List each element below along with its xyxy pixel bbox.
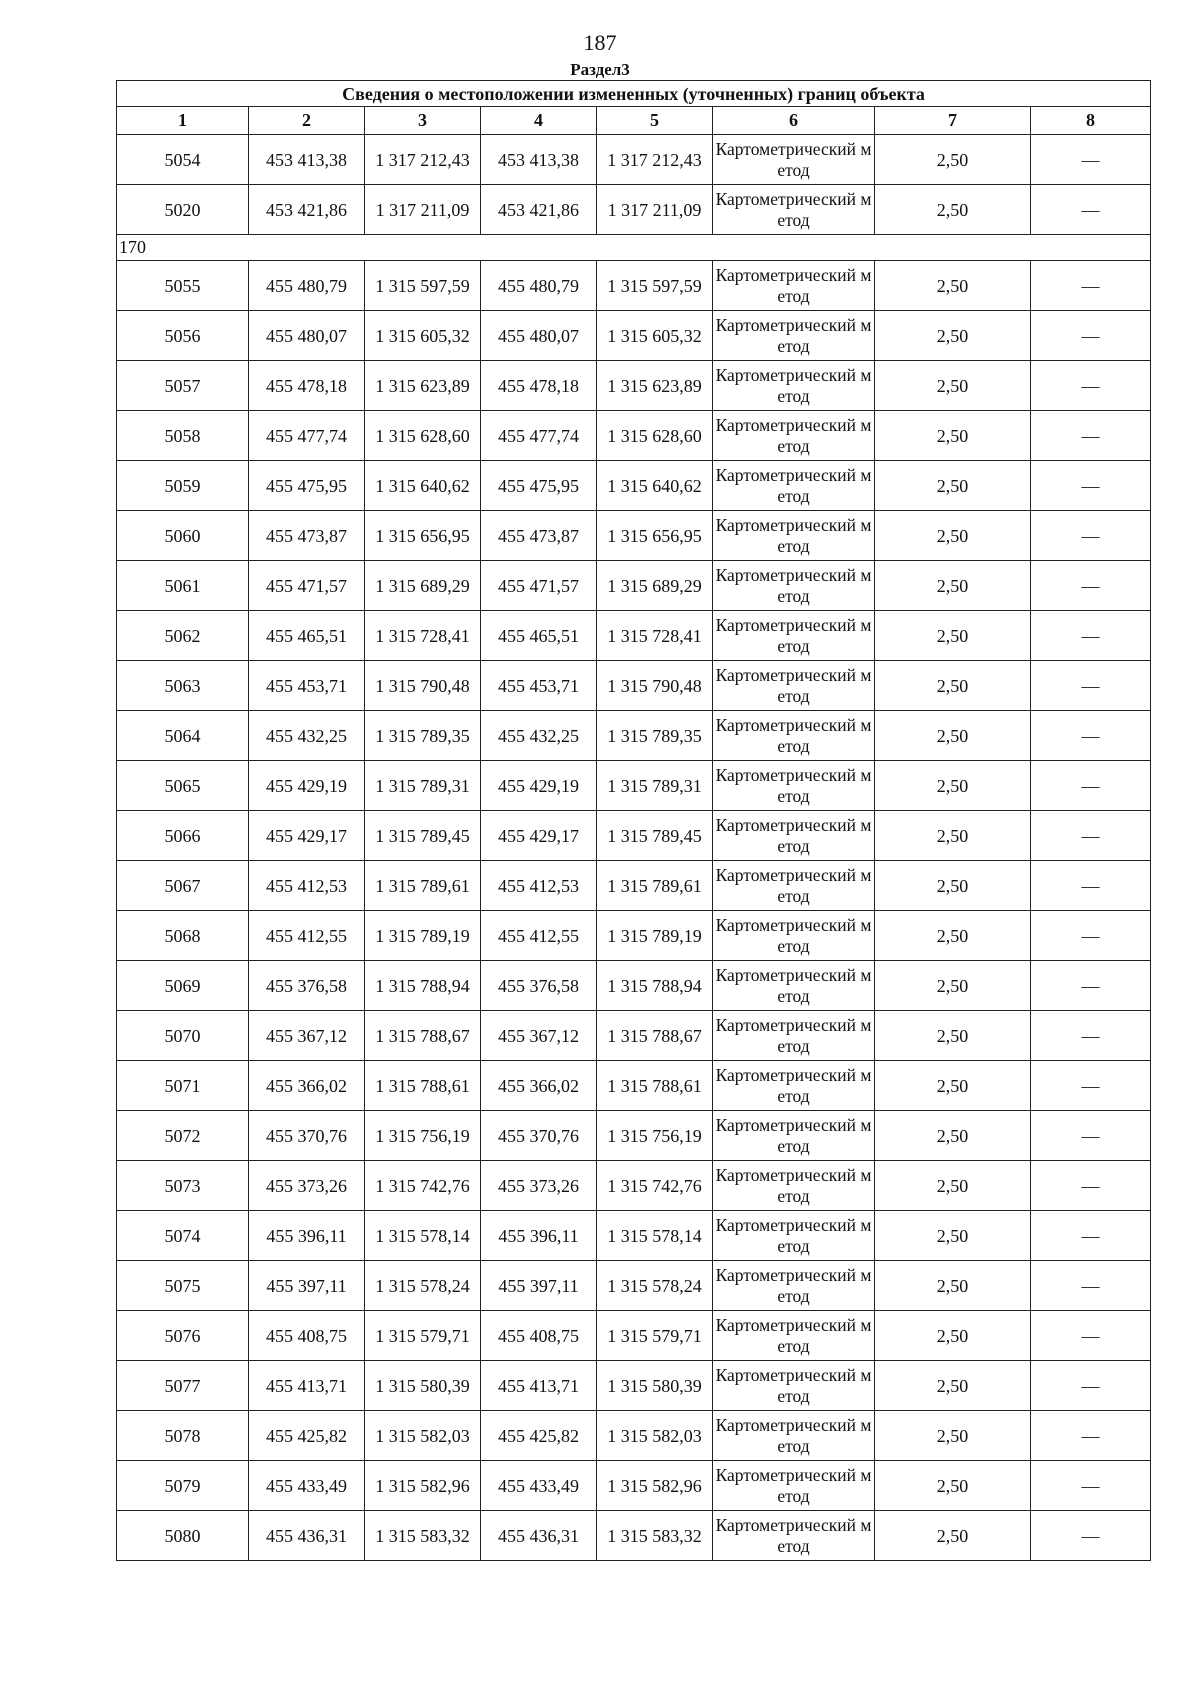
x-new-cell: 455 480,07: [481, 311, 597, 361]
description-cell: —: [1031, 861, 1151, 911]
description-cell: —: [1031, 661, 1151, 711]
x-existing-cell: 455 413,71: [249, 1361, 365, 1411]
method-cell: Картометрический метод: [713, 185, 875, 235]
table-row: [117, 461, 1151, 511]
method-cell: Картометрический метод: [713, 311, 875, 361]
y-new-cell: 1 317 212,43: [597, 135, 713, 185]
y-new-cell: 1 315 605,32: [597, 311, 713, 361]
x-new-cell: 455 397,11: [481, 1261, 597, 1311]
point-number-cell: 5067: [117, 861, 249, 911]
x-new-cell: 453 413,38: [481, 135, 597, 185]
y-new-cell: 1 315 582,03: [597, 1411, 713, 1461]
table-row: [117, 811, 1151, 861]
y-new-cell: 1 315 789,19: [597, 911, 713, 961]
point-number-cell: 5074: [117, 1211, 249, 1261]
y-new-cell: 1 315 623,89: [597, 361, 713, 411]
x-new-cell: 455 432,25: [481, 711, 597, 761]
point-number-cell: 5057: [117, 361, 249, 411]
accuracy-cell: 2,50: [875, 761, 1031, 811]
description-cell: —: [1031, 1411, 1151, 1461]
x-new-cell: 455 480,79: [481, 261, 597, 311]
description-cell: —: [1031, 1211, 1151, 1261]
point-number-cell: 5075: [117, 1261, 249, 1311]
y-existing-cell: 1 315 689,29: [365, 561, 481, 611]
method-cell: Картометрический метод: [713, 711, 875, 761]
description-cell: —: [1031, 1061, 1151, 1111]
coordinates-table: [116, 80, 1151, 1561]
y-new-cell: 1 315 789,45: [597, 811, 713, 861]
x-new-cell: 455 465,51: [481, 611, 597, 661]
method-cell: Картометрический метод: [713, 261, 875, 311]
y-existing-cell: 1 315 623,89: [365, 361, 481, 411]
x-new-cell: 455 412,55: [481, 911, 597, 961]
method-cell: Картометрический метод: [713, 361, 875, 411]
x-existing-cell: 455 480,07: [249, 311, 365, 361]
x-existing-cell: 455 376,58: [249, 961, 365, 1011]
y-existing-cell: 1 315 790,48: [365, 661, 481, 711]
accuracy-cell: 2,50: [875, 1411, 1031, 1461]
x-new-cell: 455 429,19: [481, 761, 597, 811]
point-number-cell: 5064: [117, 711, 249, 761]
description-cell: —: [1031, 1361, 1151, 1411]
x-existing-cell: 455 412,53: [249, 861, 365, 911]
accuracy-cell: 2,50: [875, 1111, 1031, 1161]
method-cell: Картометрический метод: [713, 761, 875, 811]
x-existing-cell: 455 370,76: [249, 1111, 365, 1161]
x-new-cell: 455 413,71: [481, 1361, 597, 1411]
y-existing-cell: 1 315 789,31: [365, 761, 481, 811]
column-header-row: [117, 107, 1151, 135]
y-existing-cell: 1 315 597,59: [365, 261, 481, 311]
x-existing-cell: 455 429,17: [249, 811, 365, 861]
x-new-cell: 455 366,02: [481, 1061, 597, 1111]
y-new-cell: 1 315 656,95: [597, 511, 713, 561]
accuracy-cell: 2,50: [875, 1161, 1031, 1211]
accuracy-cell: 2,50: [875, 135, 1031, 185]
method-cell: Картометрический метод: [713, 961, 875, 1011]
table-row: [117, 1111, 1151, 1161]
table-body: [117, 135, 1151, 1561]
y-existing-cell: 1 315 656,95: [365, 511, 481, 561]
y-new-cell: 1 315 597,59: [597, 261, 713, 311]
table-head: [117, 81, 1151, 135]
method-cell: Картометрический метод: [713, 811, 875, 861]
x-new-cell: 455 478,18: [481, 361, 597, 411]
y-existing-cell: 1 315 578,14: [365, 1211, 481, 1261]
accuracy-cell: 2,50: [875, 961, 1031, 1011]
point-number-cell: 5076: [117, 1311, 249, 1361]
point-number-cell: 5058: [117, 411, 249, 461]
point-number-cell: 5063: [117, 661, 249, 711]
y-new-cell: 1 315 788,61: [597, 1061, 713, 1111]
description-cell: —: [1031, 761, 1151, 811]
column-header: 4: [481, 107, 597, 135]
y-existing-cell: 1 315 580,39: [365, 1361, 481, 1411]
description-cell: —: [1031, 1511, 1151, 1561]
accuracy-cell: 2,50: [875, 611, 1031, 661]
column-header: 3: [365, 107, 481, 135]
y-existing-cell: 1 315 628,60: [365, 411, 481, 461]
x-new-cell: 455 425,82: [481, 1411, 597, 1461]
method-cell: Картометрический метод: [713, 1111, 875, 1161]
description-cell: —: [1031, 135, 1151, 185]
x-existing-cell: 453 413,38: [249, 135, 365, 185]
table-row: [117, 1061, 1151, 1111]
y-existing-cell: 1 317 212,43: [365, 135, 481, 185]
point-number-cell: 5068: [117, 911, 249, 961]
y-new-cell: 1 315 789,31: [597, 761, 713, 811]
method-cell: Картометрический метод: [713, 861, 875, 911]
section-title: Раздел3: [570, 60, 630, 79]
description-cell: —: [1031, 361, 1151, 411]
description-cell: —: [1031, 1111, 1151, 1161]
point-number-cell: 5059: [117, 461, 249, 511]
point-number-cell: 5055: [117, 261, 249, 311]
x-new-cell: 455 396,11: [481, 1211, 597, 1261]
y-existing-cell: 1 315 742,76: [365, 1161, 481, 1211]
table-row: [117, 261, 1151, 311]
y-existing-cell: 1 315 789,61: [365, 861, 481, 911]
x-existing-cell: 455 433,49: [249, 1461, 365, 1511]
y-new-cell: 1 315 579,71: [597, 1311, 713, 1361]
table-row: [117, 511, 1151, 561]
accuracy-cell: 2,50: [875, 1061, 1031, 1111]
accuracy-cell: 2,50: [875, 185, 1031, 235]
accuracy-cell: 2,50: [875, 811, 1031, 861]
x-existing-cell: 455 425,82: [249, 1411, 365, 1461]
point-number-cell: 5071: [117, 1061, 249, 1111]
table-row: [117, 311, 1151, 361]
method-cell: Картометрический метод: [713, 511, 875, 561]
table-row: [117, 861, 1151, 911]
accuracy-cell: 2,50: [875, 711, 1031, 761]
table-row: [117, 135, 1151, 185]
table-row: [117, 411, 1151, 461]
accuracy-cell: 2,50: [875, 561, 1031, 611]
x-new-cell: 455 373,26: [481, 1161, 597, 1211]
table-row: [117, 1011, 1151, 1061]
accuracy-cell: 2,50: [875, 911, 1031, 961]
table-row: [117, 1361, 1151, 1411]
accuracy-cell: 2,50: [875, 411, 1031, 461]
method-cell: Картометрический метод: [713, 911, 875, 961]
point-number-cell: 5060: [117, 511, 249, 561]
table-row: [117, 1311, 1151, 1361]
accuracy-cell: 2,50: [875, 311, 1031, 361]
x-new-cell: 455 473,87: [481, 511, 597, 561]
x-existing-cell: 455 465,51: [249, 611, 365, 661]
column-header: 8: [1031, 107, 1151, 135]
y-existing-cell: 1 315 788,67: [365, 1011, 481, 1061]
y-new-cell: 1 315 628,60: [597, 411, 713, 461]
point-number-cell: 5080: [117, 1511, 249, 1561]
method-cell: Картометрический метод: [713, 611, 875, 661]
accuracy-cell: 2,50: [875, 461, 1031, 511]
x-existing-cell: 455 432,25: [249, 711, 365, 761]
method-cell: Картометрический метод: [713, 1211, 875, 1261]
table-row: [117, 1161, 1151, 1211]
table-row: [117, 1411, 1151, 1461]
accuracy-cell: 2,50: [875, 511, 1031, 561]
y-existing-cell: 1 315 582,03: [365, 1411, 481, 1461]
x-new-cell: 455 471,57: [481, 561, 597, 611]
method-cell: Картометрический метод: [713, 1411, 875, 1461]
y-new-cell: 1 317 211,09: [597, 185, 713, 235]
description-cell: —: [1031, 261, 1151, 311]
table-row: [117, 1461, 1151, 1511]
x-existing-cell: 455 367,12: [249, 1011, 365, 1061]
table-caption-row: [117, 81, 1151, 107]
y-new-cell: 1 315 756,19: [597, 1111, 713, 1161]
table-row: [117, 1261, 1151, 1311]
table-row: [117, 561, 1151, 611]
accuracy-cell: 2,50: [875, 1261, 1031, 1311]
accuracy-cell: 2,50: [875, 361, 1031, 411]
x-existing-cell: 455 478,18: [249, 361, 365, 411]
table-row: [117, 361, 1151, 411]
point-number-cell: 5070: [117, 1011, 249, 1061]
x-new-cell: 455 408,75: [481, 1311, 597, 1361]
y-new-cell: 1 315 640,62: [597, 461, 713, 511]
y-new-cell: 1 315 583,32: [597, 1511, 713, 1561]
x-existing-cell: 455 477,74: [249, 411, 365, 461]
accuracy-cell: 2,50: [875, 1361, 1031, 1411]
y-new-cell: 1 315 790,48: [597, 661, 713, 711]
description-cell: —: [1031, 311, 1151, 361]
x-existing-cell: 455 408,75: [249, 1311, 365, 1361]
y-existing-cell: 1 315 789,19: [365, 911, 481, 961]
description-cell: —: [1031, 561, 1151, 611]
x-new-cell: 455 367,12: [481, 1011, 597, 1061]
method-cell: Картометрический метод: [713, 661, 875, 711]
table-row: [117, 1511, 1151, 1561]
x-existing-cell: 455 397,11: [249, 1261, 365, 1311]
x-existing-cell: 455 480,79: [249, 261, 365, 311]
column-header: 2: [249, 107, 365, 135]
y-new-cell: 1 315 789,35: [597, 711, 713, 761]
method-cell: Картометрический метод: [713, 1061, 875, 1111]
accuracy-cell: 2,50: [875, 1011, 1031, 1061]
column-header: 7: [875, 107, 1031, 135]
description-cell: —: [1031, 611, 1151, 661]
table-row: [117, 961, 1151, 1011]
y-new-cell: 1 315 742,76: [597, 1161, 713, 1211]
x-existing-cell: 455 429,19: [249, 761, 365, 811]
x-existing-cell: 455 373,26: [249, 1161, 365, 1211]
x-new-cell: 455 412,53: [481, 861, 597, 911]
point-number-cell: 5072: [117, 1111, 249, 1161]
description-cell: —: [1031, 511, 1151, 561]
y-existing-cell: 1 315 582,96: [365, 1461, 481, 1511]
y-existing-cell: 1 317 211,09: [365, 185, 481, 235]
point-number-cell: 5062: [117, 611, 249, 661]
method-cell: Картометрический метод: [713, 1161, 875, 1211]
point-number-cell: 5078: [117, 1411, 249, 1461]
description-cell: —: [1031, 711, 1151, 761]
y-new-cell: 1 315 578,24: [597, 1261, 713, 1311]
y-existing-cell: 1 315 583,32: [365, 1511, 481, 1561]
table-row: [117, 711, 1151, 761]
x-existing-cell: 455 436,31: [249, 1511, 365, 1561]
description-cell: —: [1031, 961, 1151, 1011]
y-new-cell: 1 315 580,39: [597, 1361, 713, 1411]
x-existing-cell: 453 421,86: [249, 185, 365, 235]
x-existing-cell: 455 453,71: [249, 661, 365, 711]
x-new-cell: 453 421,86: [481, 185, 597, 235]
description-cell: —: [1031, 411, 1151, 461]
y-existing-cell: 1 315 789,45: [365, 811, 481, 861]
page-number: 187: [583, 30, 617, 55]
method-cell: Картометрический метод: [713, 1311, 875, 1361]
y-new-cell: 1 315 578,14: [597, 1211, 713, 1261]
method-cell: Картометрический метод: [713, 1011, 875, 1061]
y-existing-cell: 1 315 788,94: [365, 961, 481, 1011]
accuracy-cell: 2,50: [875, 1211, 1031, 1261]
y-existing-cell: 1 315 728,41: [365, 611, 481, 661]
description-cell: —: [1031, 911, 1151, 961]
point-number-cell: 5054: [117, 135, 249, 185]
description-cell: —: [1031, 185, 1151, 235]
x-new-cell: 455 376,58: [481, 961, 597, 1011]
method-cell: Картометрический метод: [713, 561, 875, 611]
point-number-cell: 5061: [117, 561, 249, 611]
column-header: 1: [117, 107, 249, 135]
x-existing-cell: 455 366,02: [249, 1061, 365, 1111]
table-row: [117, 911, 1151, 961]
table-row: [117, 1211, 1151, 1261]
method-cell: Картометрический метод: [713, 135, 875, 185]
point-number-cell: 5079: [117, 1461, 249, 1511]
y-existing-cell: 1 315 789,35: [365, 711, 481, 761]
x-new-cell: 455 453,71: [481, 661, 597, 711]
table-row: [117, 661, 1151, 711]
x-existing-cell: 455 396,11: [249, 1211, 365, 1261]
x-existing-cell: 455 471,57: [249, 561, 365, 611]
method-cell: Картометрический метод: [713, 411, 875, 461]
x-existing-cell: 455 473,87: [249, 511, 365, 561]
point-number-cell: 5020: [117, 185, 249, 235]
y-existing-cell: 1 315 788,61: [365, 1061, 481, 1111]
accuracy-cell: 2,50: [875, 1461, 1031, 1511]
table-caption: Сведения о местоположении измененных (уточненных) границ объекта: [117, 81, 1151, 107]
point-number-cell: 5073: [117, 1161, 249, 1211]
method-cell: Картометрический метод: [713, 1461, 875, 1511]
description-cell: —: [1031, 811, 1151, 861]
y-new-cell: 1 315 788,94: [597, 961, 713, 1011]
accuracy-cell: 2,50: [875, 861, 1031, 911]
x-new-cell: 455 477,74: [481, 411, 597, 461]
y-new-cell: 1 315 582,96: [597, 1461, 713, 1511]
accuracy-cell: 2,50: [875, 1311, 1031, 1361]
column-header: 5: [597, 107, 713, 135]
x-existing-cell: 455 475,95: [249, 461, 365, 511]
column-header: 6: [713, 107, 875, 135]
y-existing-cell: 1 315 605,32: [365, 311, 481, 361]
description-cell: —: [1031, 461, 1151, 511]
table-group-row: [117, 235, 1151, 261]
description-cell: —: [1031, 1261, 1151, 1311]
point-number-cell: 5069: [117, 961, 249, 1011]
y-new-cell: 1 315 728,41: [597, 611, 713, 661]
y-new-cell: 1 315 788,67: [597, 1011, 713, 1061]
point-number-cell: 5077: [117, 1361, 249, 1411]
table-row: [117, 761, 1151, 811]
table-row: [117, 185, 1151, 235]
point-number-cell: 5056: [117, 311, 249, 361]
description-cell: —: [1031, 1311, 1151, 1361]
y-existing-cell: 1 315 640,62: [365, 461, 481, 511]
y-existing-cell: 1 315 756,19: [365, 1111, 481, 1161]
x-new-cell: 455 433,49: [481, 1461, 597, 1511]
method-cell: Картометрический метод: [713, 1261, 875, 1311]
y-existing-cell: 1 315 578,24: [365, 1261, 481, 1311]
y-new-cell: 1 315 789,61: [597, 861, 713, 911]
point-number-cell: 5065: [117, 761, 249, 811]
description-cell: —: [1031, 1161, 1151, 1211]
y-new-cell: 1 315 689,29: [597, 561, 713, 611]
x-new-cell: 455 475,95: [481, 461, 597, 511]
method-cell: Картометрический метод: [713, 1361, 875, 1411]
group-label: 170: [117, 235, 1151, 261]
x-new-cell: 455 436,31: [481, 1511, 597, 1561]
accuracy-cell: 2,50: [875, 661, 1031, 711]
x-new-cell: 455 370,76: [481, 1111, 597, 1161]
accuracy-cell: 2,50: [875, 261, 1031, 311]
y-existing-cell: 1 315 579,71: [365, 1311, 481, 1361]
method-cell: Картометрический метод: [713, 1511, 875, 1561]
x-existing-cell: 455 412,55: [249, 911, 365, 961]
table-row: [117, 611, 1151, 661]
point-number-cell: 5066: [117, 811, 249, 861]
x-new-cell: 455 429,17: [481, 811, 597, 861]
description-cell: —: [1031, 1461, 1151, 1511]
accuracy-cell: 2,50: [875, 1511, 1031, 1561]
method-cell: Картометрический метод: [713, 461, 875, 511]
description-cell: —: [1031, 1011, 1151, 1061]
